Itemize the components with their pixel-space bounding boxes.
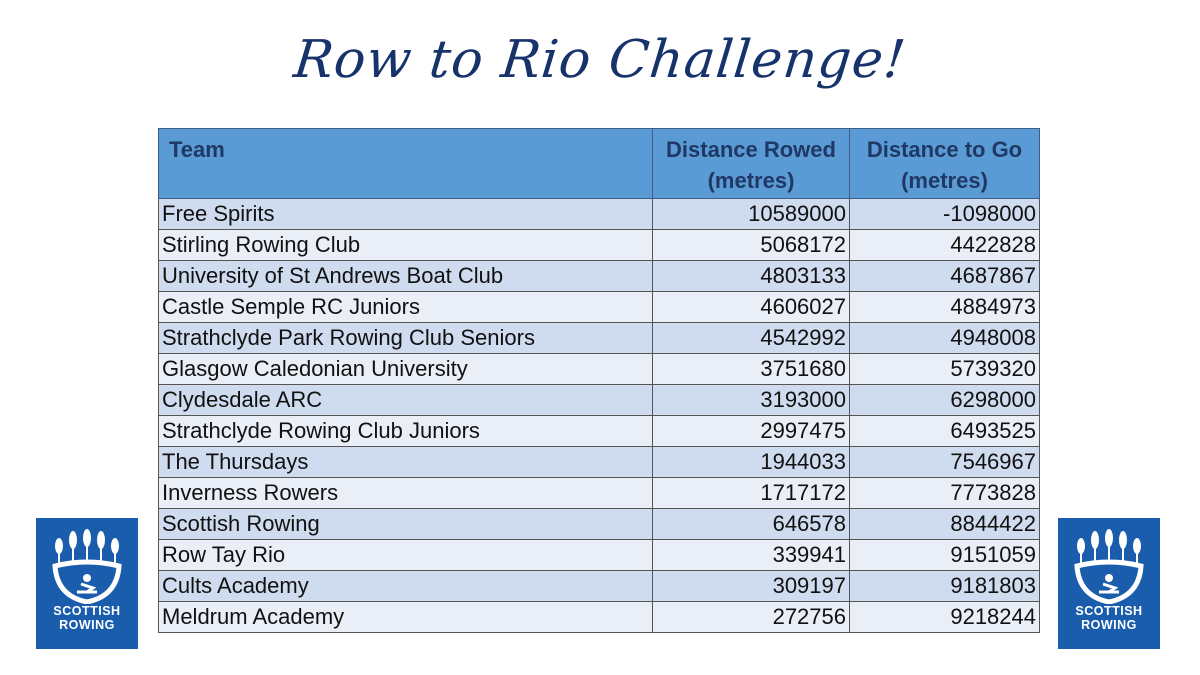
header-distance-rowed: Distance Rowed (metres) [653, 129, 850, 199]
table-row [159, 416, 1040, 447]
page-title: Row to Rio Challenge! [291, 30, 909, 90]
table-row [159, 292, 1040, 323]
cell-distance-to-go: 9181803 [850, 571, 1040, 602]
cell-distance-rowed: 1717172 [653, 478, 850, 509]
table-row [159, 199, 1040, 230]
logo-text-line1: SCOTTISH [53, 604, 121, 618]
cell-distance-rowed: 4606027 [653, 292, 850, 323]
cell-distance-to-go: 4422828 [850, 230, 1040, 261]
cell-distance-to-go: 4884973 [850, 292, 1040, 323]
cell-distance-rowed: 1944033 [653, 447, 850, 478]
cell-team: Meldrum Academy [159, 602, 653, 633]
logo-text-line2: ROWING [1081, 618, 1137, 632]
table-row [159, 354, 1040, 385]
table-header-row [159, 129, 1040, 199]
cell-distance-to-go: 8844422 [850, 509, 1040, 540]
cell-distance-rowed: 2997475 [653, 416, 850, 447]
cell-distance-rowed: 272756 [653, 602, 850, 633]
cell-distance-to-go: 6298000 [850, 385, 1040, 416]
cell-team: Cults Academy [159, 571, 653, 602]
table-row [159, 509, 1040, 540]
cell-distance-rowed: 5068172 [653, 230, 850, 261]
header-distance-to-go: Distance to Go (metres) [850, 129, 1040, 199]
cell-distance-rowed: 10589000 [653, 199, 850, 230]
cell-distance-to-go: 6493525 [850, 416, 1040, 447]
cell-team: Castle Semple RC Juniors [159, 292, 653, 323]
cell-distance-rowed: 4542992 [653, 323, 850, 354]
cell-distance-rowed: 339941 [653, 540, 850, 571]
cell-distance-rowed: 3751680 [653, 354, 850, 385]
cell-team: Clydesdale ARC [159, 385, 653, 416]
scottish-rowing-logo-right [1058, 518, 1160, 649]
scottish-rowing-logo-left [36, 518, 138, 649]
cell-distance-rowed: 309197 [653, 571, 850, 602]
cell-distance-to-go: 7773828 [850, 478, 1040, 509]
table-row [159, 478, 1040, 509]
logo-text-line1: SCOTTISH [1075, 604, 1143, 618]
table-row [159, 447, 1040, 478]
scottish-rowing-emblem-icon [1069, 526, 1149, 604]
cell-distance-rowed: 4803133 [653, 261, 850, 292]
cell-team: Strathclyde Rowing Club Juniors [159, 416, 653, 447]
cell-distance-to-go: 9151059 [850, 540, 1040, 571]
cell-distance-to-go: 5739320 [850, 354, 1040, 385]
cell-team: University of St Andrews Boat Club [159, 261, 653, 292]
cell-team: The Thursdays [159, 447, 653, 478]
cell-team: Scottish Rowing [159, 509, 653, 540]
cell-team: Strathclyde Park Rowing Club Seniors [159, 323, 653, 354]
cell-distance-to-go: 4948008 [850, 323, 1040, 354]
table-row [159, 540, 1040, 571]
header-team: Team [159, 129, 653, 199]
table-row [159, 385, 1040, 416]
table-row [159, 571, 1040, 602]
table-row [159, 230, 1040, 261]
cell-team: Inverness Rowers [159, 478, 653, 509]
cell-distance-to-go: -1098000 [850, 199, 1040, 230]
cell-distance-to-go: 4687867 [850, 261, 1040, 292]
table-row [159, 602, 1040, 633]
cell-team: Stirling Rowing Club [159, 230, 653, 261]
cell-team: Row Tay Rio [159, 540, 653, 571]
cell-distance-to-go: 9218244 [850, 602, 1040, 633]
cell-distance-rowed: 646578 [653, 509, 850, 540]
standings-table [158, 128, 1040, 633]
cell-distance-rowed: 3193000 [653, 385, 850, 416]
logo-text-line2: ROWING [59, 618, 115, 632]
table-row [159, 323, 1040, 354]
scottish-rowing-emblem-icon [47, 526, 127, 604]
cell-team: Glasgow Caledonian University [159, 354, 653, 385]
cell-distance-to-go: 7546967 [850, 447, 1040, 478]
cell-team: Free Spirits [159, 199, 653, 230]
table-row [159, 261, 1040, 292]
